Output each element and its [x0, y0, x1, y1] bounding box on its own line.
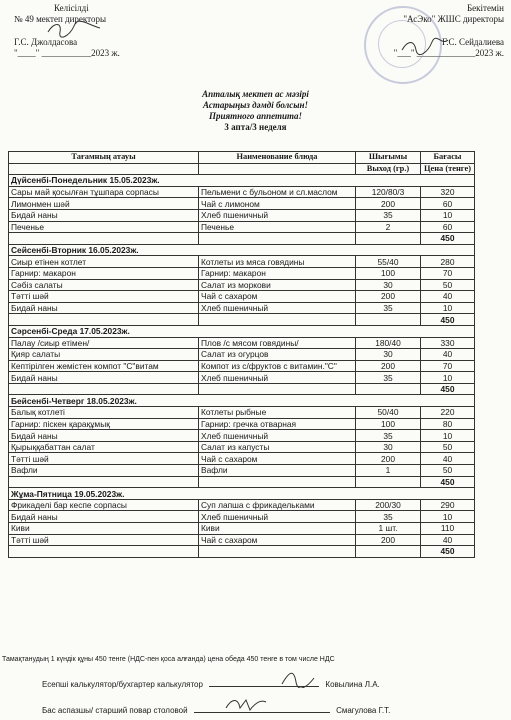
day-header-row — [9, 244, 475, 256]
dish-name-kz: Тәтті шәй — [9, 534, 199, 546]
dish-name-kz: Бидай наны — [9, 209, 199, 221]
dish-name-kz: Қияр салаты — [9, 349, 199, 361]
dish-price: 10 — [421, 372, 475, 384]
table-row — [9, 279, 475, 291]
dish-name-ru: Хлеб пшеничный — [199, 209, 356, 221]
approval-date: "____" ___________2023 ж. — [14, 48, 120, 58]
intro-line-3: Приятного аппетита! — [208, 111, 303, 121]
dish-yield: 35 — [356, 430, 421, 442]
accountant-signature-scribble — [278, 668, 318, 688]
dish-name-kz: Киви — [9, 523, 199, 535]
day-total-row — [9, 476, 475, 488]
table-subheader-row — [9, 163, 475, 175]
dish-price: 40 — [421, 453, 475, 465]
table-row — [9, 360, 475, 372]
table-row — [9, 337, 475, 349]
day-total-row — [9, 314, 475, 326]
dish-price: 220 — [421, 407, 475, 419]
intro-line-2: Астарыңыз дәмді болсын! — [203, 100, 308, 110]
dish-name-ru: Печенье — [199, 221, 356, 233]
dish-price: 50 — [421, 279, 475, 291]
day-total-row — [9, 546, 475, 558]
dish-name-ru: Суп лапша с фрикадельками — [199, 499, 356, 511]
dish-name-kz: Печенье — [9, 221, 199, 233]
dish-yield: 200 — [356, 534, 421, 546]
dish-name-kz: Тәтті шәй — [9, 291, 199, 303]
menu-table — [8, 151, 475, 558]
dish-name-ru: Гарнир: макарон — [199, 267, 356, 279]
day-total-row — [9, 233, 475, 245]
table-row — [9, 256, 475, 268]
header-price-ru: Цена (тенге) — [421, 163, 475, 175]
dish-name-kz: Бидай наны — [9, 511, 199, 523]
table-row — [9, 523, 475, 535]
menu-table-body — [9, 152, 475, 558]
approval-name: Г.С. Джолдасова — [14, 37, 78, 47]
day-total: 450 — [421, 233, 475, 245]
dish-yield: 35 — [356, 302, 421, 314]
dish-yield: 55/40 — [356, 256, 421, 268]
dish-price: 330 — [421, 337, 475, 349]
dish-yield: 1 шт. — [356, 523, 421, 535]
table-row — [9, 372, 475, 384]
cook-signature-scribble — [224, 694, 268, 714]
dish-yield: 200/30 — [356, 499, 421, 511]
menu-intro — [0, 89, 511, 133]
dish-yield: 180/40 — [356, 337, 421, 349]
dish-name-kz: Балық котлеті — [9, 407, 199, 419]
table-row — [9, 499, 475, 511]
table-row — [9, 221, 475, 233]
dish-name-kz: Вафли — [9, 465, 199, 477]
total-blank-2 — [199, 383, 356, 395]
dish-name-ru: Компот из с/фруктов с витамин."С" — [199, 360, 356, 372]
dish-yield: 100 — [356, 418, 421, 430]
dish-price: 50 — [421, 465, 475, 477]
approval-block-left — [14, 3, 194, 59]
header-blank-1 — [9, 163, 199, 175]
dish-price: 70 — [421, 267, 475, 279]
approval-title: Келісілді — [54, 3, 89, 13]
dish-name-ru: Киви — [199, 523, 356, 535]
dish-name-kz: Сиыр етінен котлет — [9, 256, 199, 268]
dish-name-ru: Чай с сахаром — [199, 453, 356, 465]
table-row — [9, 465, 475, 477]
approve-title: Бекітемін — [467, 3, 504, 13]
dish-name-kz: Бидай наны — [9, 372, 199, 384]
day-header-row — [9, 175, 475, 187]
dish-name-ru: Хлеб пшеничный — [199, 302, 356, 314]
dish-price: 80 — [421, 418, 475, 430]
header-blank-2 — [199, 163, 356, 175]
day-title: Сейсенбі-Вторник 16.05.2023ж. — [9, 244, 475, 256]
dish-name-ru: Хлеб пшеничный — [199, 511, 356, 523]
total-blank-1 — [9, 233, 199, 245]
day-total: 450 — [421, 476, 475, 488]
dish-price: 280 — [421, 256, 475, 268]
dish-yield: 35 — [356, 209, 421, 221]
day-total-row — [9, 383, 475, 395]
day-total: 450 — [421, 383, 475, 395]
dish-price: 290 — [421, 499, 475, 511]
total-blank-3 — [356, 233, 421, 245]
dish-yield: 35 — [356, 372, 421, 384]
dish-name-ru: Хлеб пшеничный — [199, 372, 356, 384]
table-row — [9, 349, 475, 361]
day-title: Сәрсенбі-Среда 17.05.2023ж. — [9, 325, 475, 337]
dish-yield: 2 — [356, 221, 421, 233]
dish-price: 40 — [421, 291, 475, 303]
dish-name-kz: Лимонмен шәй — [9, 198, 199, 210]
dish-name-kz: Бидай наны — [9, 302, 199, 314]
intro-line-1: Апталық мектеп ас мәзірі — [202, 89, 309, 99]
dish-yield: 1 — [356, 465, 421, 477]
total-blank-3 — [356, 476, 421, 488]
table-row — [9, 302, 475, 314]
total-blank-3 — [356, 546, 421, 558]
dish-name-kz: Кептірілген жемістен компот "С"витам — [9, 360, 199, 372]
dish-price: 60 — [421, 198, 475, 210]
dish-name-ru: Гарнир: гречка отварная — [199, 418, 356, 430]
dish-name-ru: Салат из моркови — [199, 279, 356, 291]
dish-yield: 35 — [356, 511, 421, 523]
dish-name-kz: Гарнир: пiскен қарақұмық — [9, 418, 199, 430]
day-title: Бейсенбі-Четверг 18.05.2023ж. — [9, 395, 475, 407]
dish-price: 50 — [421, 441, 475, 453]
right-signature-scribble — [400, 36, 450, 56]
total-blank-1 — [9, 314, 199, 326]
dish-price: 320 — [421, 186, 475, 198]
dish-yield: 200 — [356, 360, 421, 372]
dish-name-ru: Котлеты рыбные — [199, 407, 356, 419]
dish-price: 10 — [421, 302, 475, 314]
total-blank-1 — [9, 546, 199, 558]
dish-name-ru: Котлеты из мяса говядины — [199, 256, 356, 268]
left-signature-scribble — [44, 20, 104, 38]
dish-price: 40 — [421, 349, 475, 361]
day-header-row — [9, 488, 475, 500]
dish-yield: 30 — [356, 441, 421, 453]
table-row — [9, 209, 475, 221]
dish-name-ru: Хлеб пшеничный — [199, 430, 356, 442]
dish-price: 70 — [421, 360, 475, 372]
dish-price: 10 — [421, 511, 475, 523]
dish-yield: 120/80/3 — [356, 186, 421, 198]
approval-org: № 49 мектеп директоры — [14, 14, 107, 24]
dish-name-kz: Сары май қосылған тұшпара сорпасы — [9, 186, 199, 198]
header-yield-kz: Шығымы — [356, 152, 421, 164]
table-row — [9, 418, 475, 430]
total-blank-3 — [356, 383, 421, 395]
dish-name-ru: Чай с лимоном — [199, 198, 356, 210]
dish-yield: 200 — [356, 291, 421, 303]
dish-yield: 30 — [356, 349, 421, 361]
header-name-kz: Тағамның атауы — [9, 152, 199, 164]
total-blank-2 — [199, 476, 356, 488]
dish-name-kz: Палау /сиыр етімен/ — [9, 337, 199, 349]
table-row — [9, 453, 475, 465]
signature-role: Бас аспазшы/ старший повар столовой — [42, 706, 188, 715]
header-price-kz: Бағасы — [421, 152, 475, 164]
table-row — [9, 186, 475, 198]
table-row — [9, 511, 475, 523]
total-blank-2 — [199, 546, 356, 558]
dish-price: 110 — [421, 523, 475, 535]
day-header-row — [9, 395, 475, 407]
dish-yield: 100 — [356, 267, 421, 279]
signature-line-accountant — [42, 680, 380, 689]
table-row — [9, 267, 475, 279]
dish-name-ru: Пельмени с бульоном и сл.маслом — [199, 186, 356, 198]
day-header-row — [9, 325, 475, 337]
total-blank-1 — [9, 383, 199, 395]
dish-price: 60 — [421, 221, 475, 233]
day-title: Дүйсенбі-Понедельник 15.05.2023ж. — [9, 175, 475, 187]
dish-name-ru: Плов /с мясом говядины/ — [199, 337, 356, 349]
table-row — [9, 430, 475, 442]
total-blank-2 — [199, 314, 356, 326]
intro-week: 3 апта/3 неделя — [224, 122, 287, 132]
dish-name-kz: Қырыққабаттан салат — [9, 441, 199, 453]
table-header-row — [9, 152, 475, 164]
dish-yield: 200 — [356, 198, 421, 210]
approve-org: "АсЭко" ЖШС директоры — [403, 14, 504, 24]
day-total: 450 — [421, 314, 475, 326]
signature-name: Смагулова Г.Т. — [336, 706, 391, 715]
dish-yield: 200 — [356, 453, 421, 465]
dish-yield: 30 — [356, 279, 421, 291]
table-row — [9, 198, 475, 210]
table-row — [9, 291, 475, 303]
signature-role: Есепші калькулятор/бухгартер калькулятор — [42, 680, 203, 689]
dish-name-ru: Вафли — [199, 465, 356, 477]
dish-name-kz: Фрикаделі бар кеспе сорпасы — [9, 499, 199, 511]
total-blank-3 — [356, 314, 421, 326]
dish-yield: 50/40 — [356, 407, 421, 419]
header-yield-ru: Выход (гр.) — [356, 163, 421, 175]
signature-line-cook — [42, 706, 390, 715]
approve-name: Г.С. Сейдалиева — [442, 37, 504, 47]
price-footnote: Тамақтанудың 1 күндік құны 450 тенге (НДС-пен қоса алғанда) цена обеда 450 тенге в том числе НДС — [2, 656, 335, 663]
dish-price: 40 — [421, 534, 475, 546]
dish-name-kz: Сәбіз салаты — [9, 279, 199, 291]
dish-name-ru: Чай с сахаром — [199, 534, 356, 546]
dish-price: 10 — [421, 209, 475, 221]
total-blank-1 — [9, 476, 199, 488]
dish-name-ru: Салат из капусты — [199, 441, 356, 453]
dish-name-ru: Салат из огурцов — [199, 349, 356, 361]
day-total: 450 — [421, 546, 475, 558]
header-name-ru: Наименование блюда — [199, 152, 356, 164]
dish-name-ru: Чай с сахаром — [199, 291, 356, 303]
approve-date: "___" _____________2023 ж. — [393, 48, 504, 58]
table-row — [9, 407, 475, 419]
signature-name: Ковылина Л.А. — [325, 680, 380, 689]
total-blank-2 — [199, 233, 356, 245]
dish-name-kz: Гарнир: макарон — [9, 267, 199, 279]
dish-name-kz: Бидай наны — [9, 430, 199, 442]
table-row — [9, 441, 475, 453]
day-title: Жұма-Пятница 19.05.2023ж. — [9, 488, 475, 500]
dish-name-kz: Тәтті шәй — [9, 453, 199, 465]
table-row — [9, 534, 475, 546]
dish-price: 10 — [421, 430, 475, 442]
